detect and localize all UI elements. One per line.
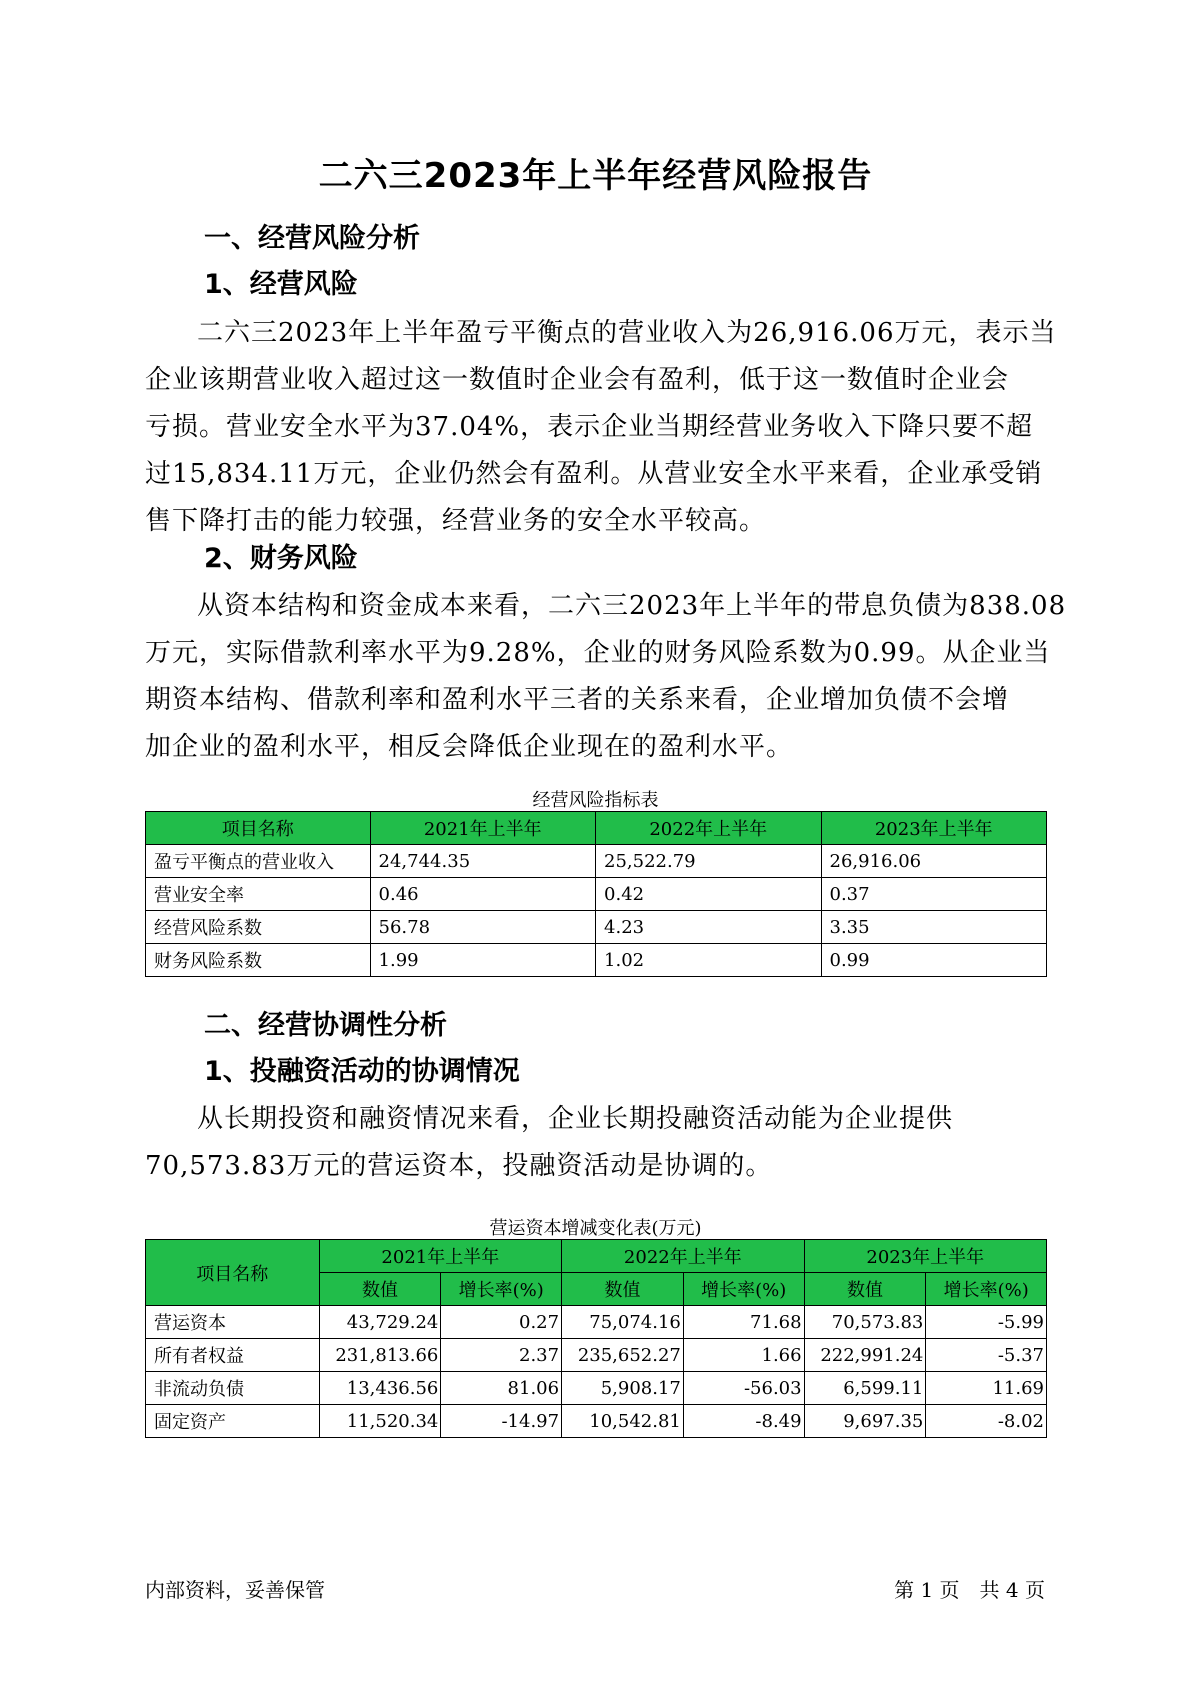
table-header-cell: 2023年上半年 bbox=[804, 1240, 1046, 1273]
paragraph-line: 万元，实际借款利率水平为9.28%，企业的财务风险系数为0.99。从企业当 bbox=[145, 638, 1051, 668]
table-cell: 0.99 bbox=[821, 944, 1047, 977]
paragraph-line: 加企业的盈利水平，相反会降低企业现在的盈利水平。 bbox=[145, 732, 794, 762]
table-cell: 26,916.06 bbox=[821, 845, 1047, 878]
section1-sub2-heading: 2、财务风险 bbox=[204, 543, 358, 574]
paragraph-line: 亏损。营业安全水平为37.04%，表示企业当期经营业务收入下降只要不超 bbox=[145, 412, 1034, 442]
table-cell: 75,074.16 bbox=[562, 1306, 684, 1339]
table-header-cell: 2022年上半年 bbox=[562, 1240, 805, 1273]
table-cell: 经营风险系数 bbox=[146, 911, 371, 944]
table-row bbox=[146, 944, 1047, 977]
table-header-cell: 增长率(%) bbox=[926, 1273, 1047, 1306]
table-cell: -5.99 bbox=[926, 1306, 1047, 1339]
paragraph-line: 期资本结构、借款利率和盈利水平三者的关系来看，企业增加负债不会增 bbox=[145, 685, 1010, 715]
table-cell: 0.27 bbox=[441, 1306, 562, 1339]
table-row bbox=[146, 911, 1047, 944]
table-header-cell: 2023年上半年 bbox=[821, 812, 1047, 845]
table-header-cell: 项目名称 bbox=[146, 812, 371, 845]
table-cell: 56.78 bbox=[370, 911, 595, 944]
table-cell: 0.42 bbox=[596, 878, 821, 911]
table-header-row bbox=[146, 812, 1047, 845]
table-header-cell: 数值 bbox=[804, 1273, 926, 1306]
paragraph-line: 企业该期营业收入超过这一数值时企业会有盈利，低于这一数值时企业会 bbox=[145, 365, 1010, 395]
investment-financing-paragraph bbox=[145, 1096, 1050, 1190]
table-cell: 3.35 bbox=[821, 911, 1047, 944]
table-cell: 231,813.66 bbox=[319, 1339, 441, 1372]
table-cell: 0.37 bbox=[821, 878, 1047, 911]
working-capital-table-caption: 营运资本增减变化表(万元) bbox=[489, 1218, 702, 1239]
paragraph-line: 从长期投资和融资情况来看，企业长期投融资活动能为企业提供 bbox=[197, 1104, 954, 1134]
table-cell: 25,522.79 bbox=[596, 845, 821, 878]
table-header-cell: 增长率(%) bbox=[441, 1273, 562, 1306]
paragraph-line: 二六三2023年上半年盈亏平衡点的营业收入为26,916.06万元，表示当 bbox=[197, 318, 1057, 348]
table-row bbox=[146, 1372, 1047, 1405]
table-cell: 1.99 bbox=[370, 944, 595, 977]
table-cell: 营运资本 bbox=[146, 1306, 320, 1339]
table-cell: 2.37 bbox=[441, 1339, 562, 1372]
document-title: 二六三2023年上半年经营风险报告 bbox=[318, 156, 873, 196]
table-header-cell: 数值 bbox=[319, 1273, 441, 1306]
footer-page-number: 第 1 页 共 4 页 bbox=[894, 1578, 1045, 1602]
section1-heading: 一、经营风险分析 bbox=[204, 223, 420, 254]
table-header-row bbox=[146, 1240, 1047, 1273]
table-header-cell: 2021年上半年 bbox=[370, 812, 595, 845]
table-cell: 81.06 bbox=[441, 1372, 562, 1405]
table-row bbox=[146, 845, 1047, 878]
working-capital-table bbox=[145, 1239, 1047, 1438]
table-cell: -8.49 bbox=[683, 1405, 804, 1438]
table-header-cell: 增长率(%) bbox=[683, 1273, 804, 1306]
risk-table-caption: 经营风险指标表 bbox=[532, 790, 659, 811]
table-cell: 222,991.24 bbox=[804, 1339, 926, 1372]
table-cell: 6,599.11 bbox=[804, 1372, 926, 1405]
table-cell: 11.69 bbox=[926, 1372, 1047, 1405]
paragraph-line: 从资本结构和资金成本来看，二六三2023年上半年的带息负债为838.08 bbox=[197, 591, 1067, 621]
paragraph-line: 售下降打击的能力较强，经营业务的安全水平较高。 bbox=[145, 506, 767, 536]
table-cell: 0.46 bbox=[370, 878, 595, 911]
table-cell: 71.68 bbox=[683, 1306, 804, 1339]
table-cell: 70,573.83 bbox=[804, 1306, 926, 1339]
table-header-cell: 数值 bbox=[562, 1273, 684, 1306]
table-cell: 营业安全率 bbox=[146, 878, 371, 911]
section1-sub1-heading: 1、经营风险 bbox=[204, 269, 358, 300]
operating-risk-paragraph bbox=[145, 310, 1057, 545]
table-cell: 盈亏平衡点的营业收入 bbox=[146, 845, 371, 878]
table-cell: 固定资产 bbox=[146, 1405, 320, 1438]
table-row bbox=[146, 1306, 1047, 1339]
section2-sub1-heading: 1、投融资活动的协调情况 bbox=[204, 1056, 520, 1087]
table-cell: 13,436.56 bbox=[319, 1372, 441, 1405]
table-row bbox=[146, 1339, 1047, 1372]
financial-risk-paragraph bbox=[145, 583, 1067, 771]
table-cell: 11,520.34 bbox=[319, 1405, 441, 1438]
paragraph-line: 70,573.83万元的营运资本，投融资活动是协调的。 bbox=[145, 1151, 773, 1181]
table-cell: 9,697.35 bbox=[804, 1405, 926, 1438]
table-cell: 4.23 bbox=[596, 911, 821, 944]
section2-heading: 二、经营协调性分析 bbox=[204, 1010, 447, 1041]
table-row bbox=[146, 878, 1047, 911]
table-cell: 1.66 bbox=[683, 1339, 804, 1372]
table-cell: 5,908.17 bbox=[562, 1372, 684, 1405]
table-cell: -14.97 bbox=[441, 1405, 562, 1438]
table-header-cell: 2021年上半年 bbox=[319, 1240, 562, 1273]
table-header-cell: 2022年上半年 bbox=[596, 812, 821, 845]
table-cell: 235,652.27 bbox=[562, 1339, 684, 1372]
footer-confidential-note: 内部资料，妥善保管 bbox=[145, 1578, 325, 1602]
table-cell: 24,744.35 bbox=[370, 845, 595, 878]
table-cell: -5.37 bbox=[926, 1339, 1047, 1372]
table-row bbox=[146, 1405, 1047, 1438]
table-cell: 财务风险系数 bbox=[146, 944, 371, 977]
table-cell: 10,542.81 bbox=[562, 1405, 684, 1438]
table-cell: 43,729.24 bbox=[319, 1306, 441, 1339]
risk-indicator-table bbox=[145, 811, 1047, 977]
table-header-cell: 项目名称 bbox=[146, 1240, 320, 1306]
table-cell: -8.02 bbox=[926, 1405, 1047, 1438]
table-cell: 所有者权益 bbox=[146, 1339, 320, 1372]
paragraph-line: 过15,834.11万元，企业仍然会有盈利。从营业安全水平来看，企业承受销 bbox=[145, 459, 1043, 489]
table-cell: -56.03 bbox=[683, 1372, 804, 1405]
table-cell: 1.02 bbox=[596, 944, 821, 977]
table-cell: 非流动负债 bbox=[146, 1372, 320, 1405]
